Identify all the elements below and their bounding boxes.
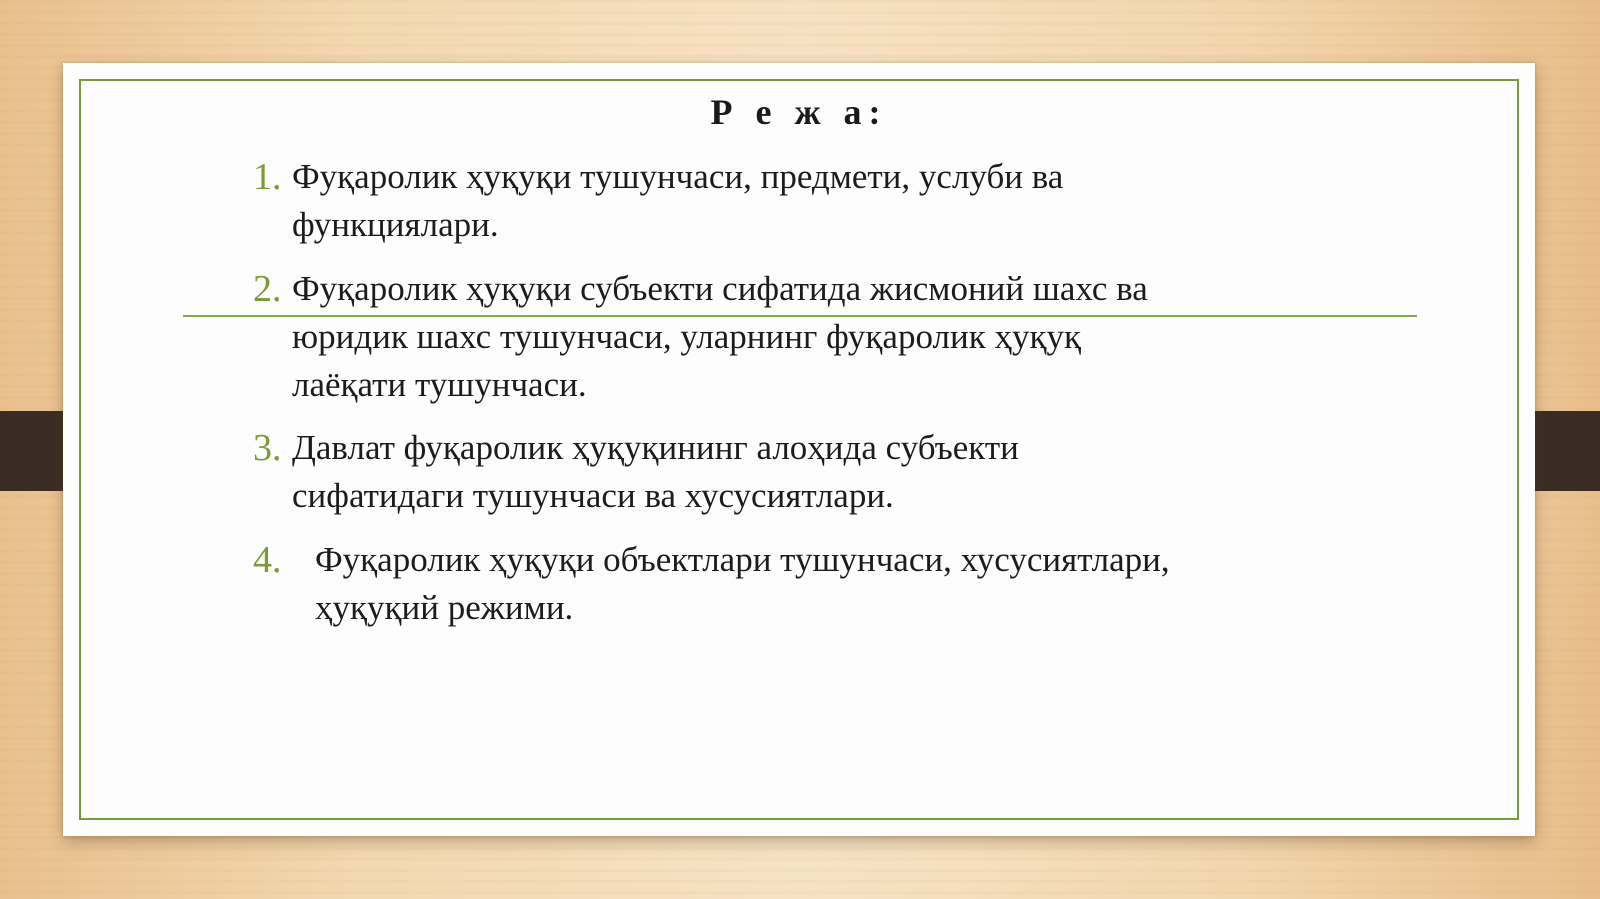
item-1-line-1: Фуқаролик ҳуқуқи тушунчаси, предмети, услуби ва [292, 157, 1064, 196]
item-1-line-2: функциялари. [292, 205, 499, 244]
item-2-line-2: юридик шахс тушунчаси, уларнинг фуқаролик ҳуқуқ [292, 317, 1081, 356]
item-3-line-1: Давлат фуқаролик ҳуқуқининг алоҳида субъекти [292, 428, 1019, 467]
item-2-line-1: Фуқаролик ҳуқуқи субъекти сифатида жисмоний шахс ва [292, 269, 1148, 308]
item-2-number: 2. [253, 268, 282, 310]
list-item [315, 536, 1170, 632]
list-item [292, 265, 1148, 409]
item-2-line-3: лаёқати тушунчаси. [292, 365, 587, 404]
item-3-line-2: сифатидаги тушунчаси ва хусусиятлари. [292, 476, 894, 515]
list-item [292, 424, 1019, 520]
item-3-number: 3. [253, 427, 282, 469]
slide-paper [63, 63, 1535, 836]
item-1-number: 1. [253, 156, 282, 198]
item-4-line-2: ҳуқуқий режими. [315, 588, 574, 627]
item-4-number: 4. [253, 539, 282, 581]
item-4-line-1: Фуқаролик ҳуқуқи объектлари тушунчаси, хусусиятлари, [315, 540, 1170, 579]
list-item [292, 153, 1063, 249]
slide-title: Р е ж а: [710, 92, 888, 132]
